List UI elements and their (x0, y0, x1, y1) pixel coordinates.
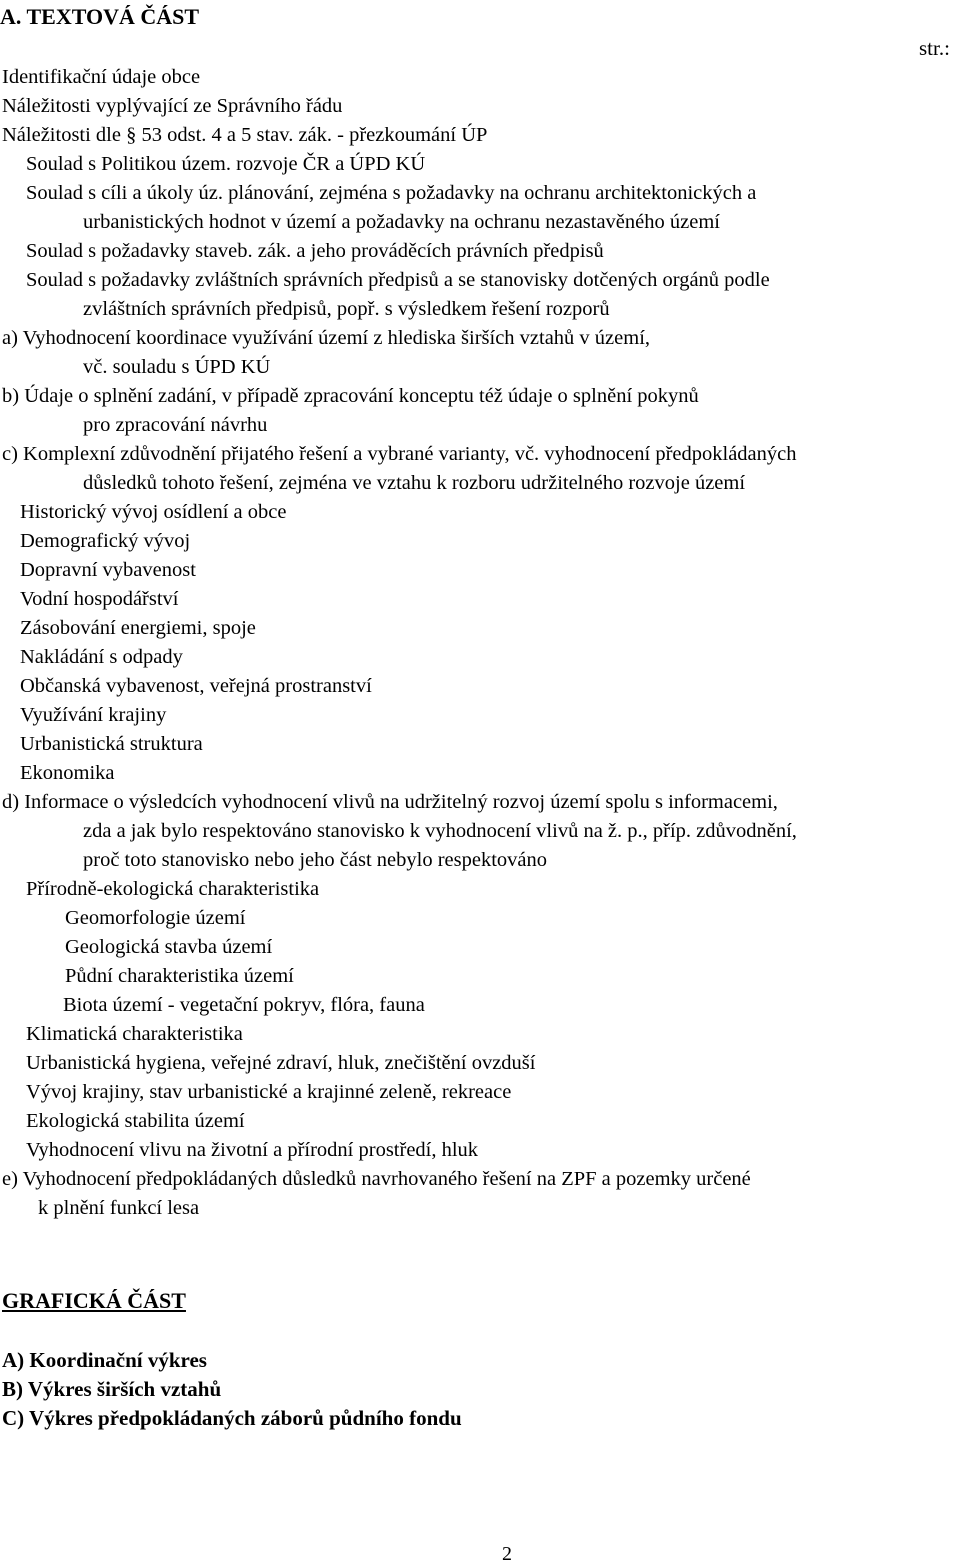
toc-line: e) Vyhodnocení předpokládaných důsledků navrhovaného řešení na ZPF a pozemky určené (2, 1168, 751, 1190)
toc-line: Soulad s požadavky zvláštních správních předpisů a se stanovisky dotčených orgánů podle (26, 269, 770, 291)
toc-line: urbanistických hodnot v území a požadavky na ochranu nezastavěného území (83, 211, 720, 233)
graphic-section-heading: GRAFICKÁ ČÁST (2, 1288, 186, 1313)
toc-line: a) Vyhodnocení koordinace využívání území z hlediska širších vztahů v území, (2, 327, 651, 349)
toc-line: Vyhodnocení vlivu na životní a přírodní prostředí, hluk (26, 1139, 479, 1161)
toc-line: Vývoj krajiny, stav urbanistické a krajinné zeleně, rekreace (26, 1081, 512, 1103)
section-title: A. TEXTOVÁ ČÁST (0, 4, 200, 29)
toc-line: vč. souladu s ÚPD KÚ (83, 356, 271, 378)
toc-line: Využívání krajiny (20, 704, 167, 726)
toc-line: Dopravní vybavenost (20, 559, 196, 581)
toc-line: Geologická stavba území (65, 936, 273, 958)
toc-line: Půdní charakteristika území (65, 965, 294, 987)
toc-line: Přírodně-ekologická charakteristika (26, 878, 320, 900)
toc-line: zvláštních správních předpisů, popř. s výsledkem řešení rozporů (83, 298, 610, 320)
toc-line: Nakládání s odpady (20, 646, 183, 668)
toc-line: Náležitosti dle § 53 odst. 4 a 5 stav. zák. - přezkoumání ÚP (2, 124, 488, 146)
toc-line: Vodní hospodářství (20, 588, 179, 610)
toc-line: Urbanistická hygiena, veřejné zdraví, hluk, znečištění ovzduší (26, 1052, 536, 1074)
toc-line: Ekonomika (20, 762, 115, 784)
toc-line: b) Údaje o splnění zadání, v případě zpracování konceptu též údaje o splnění pokynů (2, 385, 699, 407)
toc-line: Soulad s požadavky staveb. zák. a jeho prováděcích právních předpisů (26, 240, 604, 262)
toc-line: d) Informace o výsledcích vyhodnocení vlivů na udržitelný rozvoj území spolu s informacemi, (2, 791, 778, 813)
toc-line: pro zpracování návrhu (83, 414, 268, 436)
toc-line: Občanská vybavenost, veřejná prostranství (20, 675, 372, 697)
toc-line: zda a jak bylo respektováno stanovisko k vyhodnocení vlivů na ž. p., příp. zdůvodnění, (83, 820, 797, 842)
toc-line: k plnění funkcí lesa (38, 1197, 200, 1219)
page-column-label: str.: (919, 36, 950, 60)
graphic-item: B) Výkres širších vztahů (2, 1377, 222, 1401)
toc-line: Zásobování energiemi, spoje (20, 617, 256, 639)
toc-line: Náležitosti vyplývající ze Správního řádu (2, 95, 343, 117)
toc-line: Ekologická stabilita území (26, 1110, 245, 1132)
graphic-item: A) Koordinační výkres (2, 1348, 207, 1372)
graphic-item: C) Výkres předpokládaných záborů půdního fondu (2, 1406, 462, 1430)
toc-line: Historický vývoj osídlení a obce (20, 501, 287, 523)
toc-line: Soulad s Politikou územ. rozvoje ČR a ÚPD KÚ (26, 153, 426, 175)
toc-line: Geomorfologie území (65, 907, 246, 929)
toc-line: důsledků tohoto řešení, zejména ve vztahu k rozboru udržitelného rozvoje území (83, 472, 746, 494)
toc-line: Biota území - vegetační pokryv, flóra, fauna (63, 994, 425, 1016)
toc-line: proč toto stanovisko nebo jeho část nebylo respektováno (83, 849, 547, 871)
toc-line: c) Komplexní zdůvodnění přijatého řešení a vybrané varianty, vč. vyhodnocení předpokládaných (2, 443, 797, 465)
toc-line: Urbanistická struktura (20, 733, 203, 755)
toc-line: Klimatická charakteristika (26, 1023, 243, 1045)
page-number: 2 (502, 1543, 512, 1565)
toc-line: Demografický vývoj (20, 530, 191, 552)
toc-line: Soulad s cíli a úkoly úz. plánování, zejména s požadavky na ochranu architektonických a (26, 182, 757, 204)
toc-line: Identifikační údaje obce (2, 66, 201, 88)
